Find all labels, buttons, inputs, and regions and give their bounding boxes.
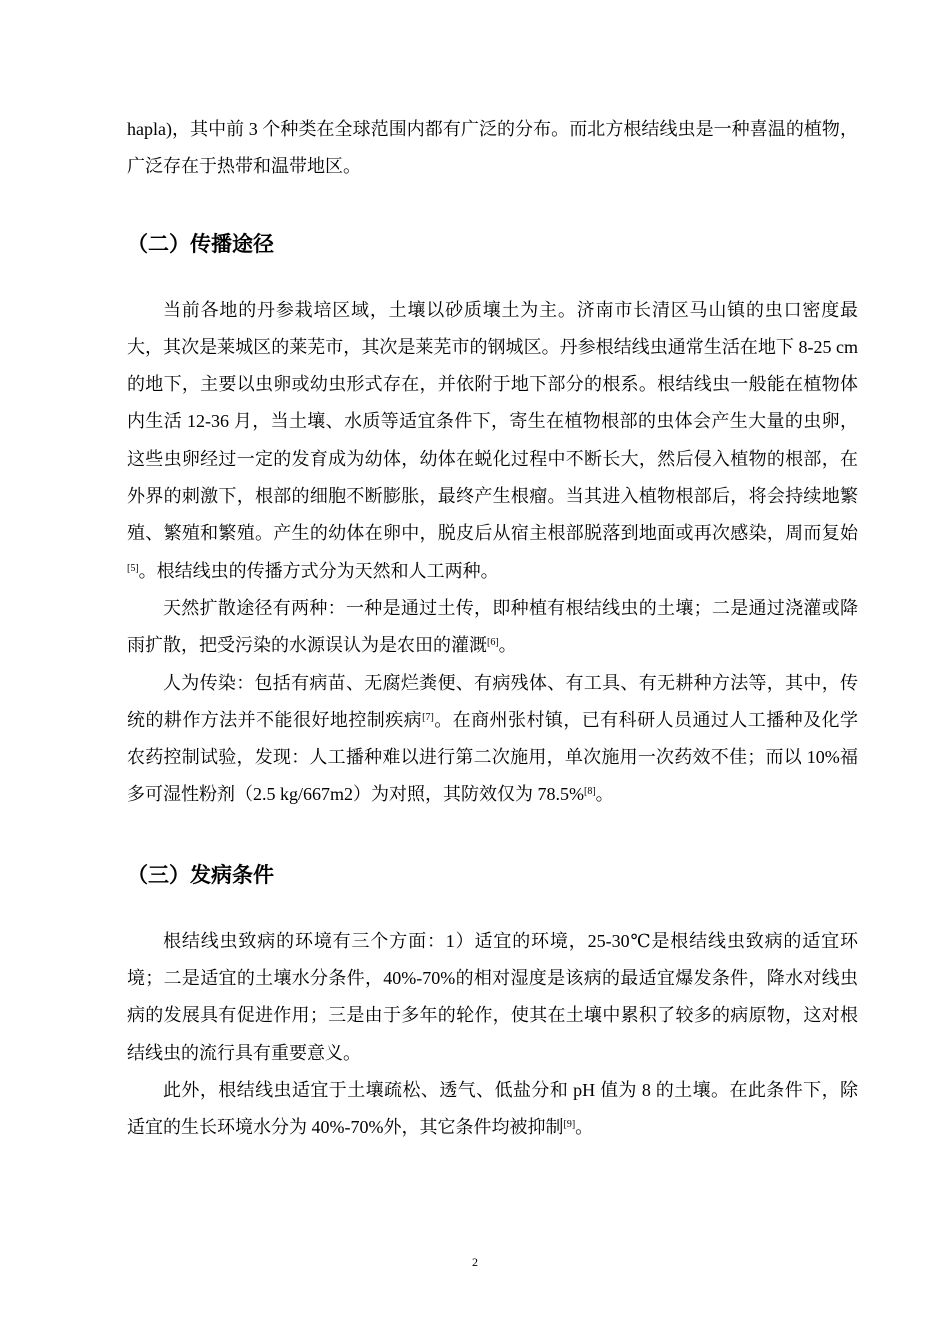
paragraph-tail: 。: [595, 784, 614, 805]
page-content: [127, 111, 858, 1147]
paragraph-transmission-2: [127, 590, 858, 665]
section-heading-conditions: （三）发病条件: [127, 862, 274, 887]
paragraph-transmission-3: [127, 665, 858, 814]
paragraph-text: 当前各地的丹参栽培区域，土壤以砂质壤土为主。济南市长清区马山镇的虫口密度最大，其次是莱城区的莱芜市，其次是莱芜市的钢城区。丹参根结线虫通常生活在地下 8-25 cm 的地下，主要以虫卵或幼虫形式存在，并依附于地下部分的根系。根结线虫一般能在植物体内生活 12-36 月，当土壤、水质等适宜条件下，寄生在植物根部的虫体会产生大量的虫卵，这些虫卵经过一定的发育成为幼体，幼体在蜕化过程中不断长大，然后侵入植物的根部，在外界的刺激下，根部的细胞不断膨胀，最终产生根瘤。当其进入植物根部后，将会持续地繁殖、繁殖和繁殖。产生的幼体在卵中，脱皮后从宿主根部脱落到地面或再次感染，周而复始: [127, 299, 858, 544]
paragraph-conditions-1: 根结线虫致病的环境有三个方面：1）适宜的环境，25-30℃是根结线虫致病的适宜环境；二是适宜的土壤水分条件，40%-70%的相对湿度是该病的最适宜爆发条件，降水对线虫病的发展具有促进作用；三是由于多年的轮作，使其在土壤中累积了较多的病原物，这对根结线虫的流行具有重要意义。: [127, 930, 858, 1063]
intro-paragraph: hapla)，其中前 3 个种类在全球范围内都有广泛的分布。而北方根结线虫是一种喜温的植物，广泛存在于热带和温带地区。: [127, 119, 858, 177]
paragraph-tail: 。: [498, 635, 517, 656]
citation-ref[interactable]: [7]: [422, 711, 434, 723]
paragraph-text: 天然扩散途径有两种：一种是通过土传，即种植有根结线虫的土壤；二是通过浇灌或降雨扩散，把受污染的水源误认为是农田的灌溉: [127, 597, 858, 656]
citation-ref[interactable]: [9]: [563, 1119, 576, 1131]
paragraph-text: 此外，根结线虫适宜于土壤疏松、透气、低盐分和 pH 值为 8 的土壤。在此条件下，除适宜的生长环境水分为 40%-70%外，其它条件均被抑制: [127, 1079, 858, 1138]
page-number: 2: [472, 1255, 478, 1269]
paragraph-conditions-2: [127, 1072, 858, 1147]
citation-ref[interactable]: [6]: [487, 637, 499, 649]
paragraph-text-2: 。在商州张村镇，已有科研人员通过人工播种及化学农药控制试验，发现：人工播种难以进行第二次施用，单次施用一次药效不佳；而以 10%福多可湿性粉剂（2.5 kg/667m2）为对照，其防效仅为 78.5%: [127, 709, 858, 805]
paragraph-text: 人为传染：包括有病苗、无腐烂粪便、有病残体、有工具、有无耕种方法等，其中，传统的耕作方法并不能很好地控制疾病: [127, 672, 858, 730]
paragraph-tail: 。: [575, 1117, 594, 1138]
citation-ref[interactable]: [5]: [127, 562, 139, 574]
paragraph-transmission-1: [127, 292, 858, 590]
section-heading-transmission: （二）传播途径: [127, 231, 274, 256]
citation-ref[interactable]: [8]: [584, 786, 596, 798]
paragraph-tail: 。根结线虫的传播方式分为天然和人工两种。: [138, 560, 499, 581]
